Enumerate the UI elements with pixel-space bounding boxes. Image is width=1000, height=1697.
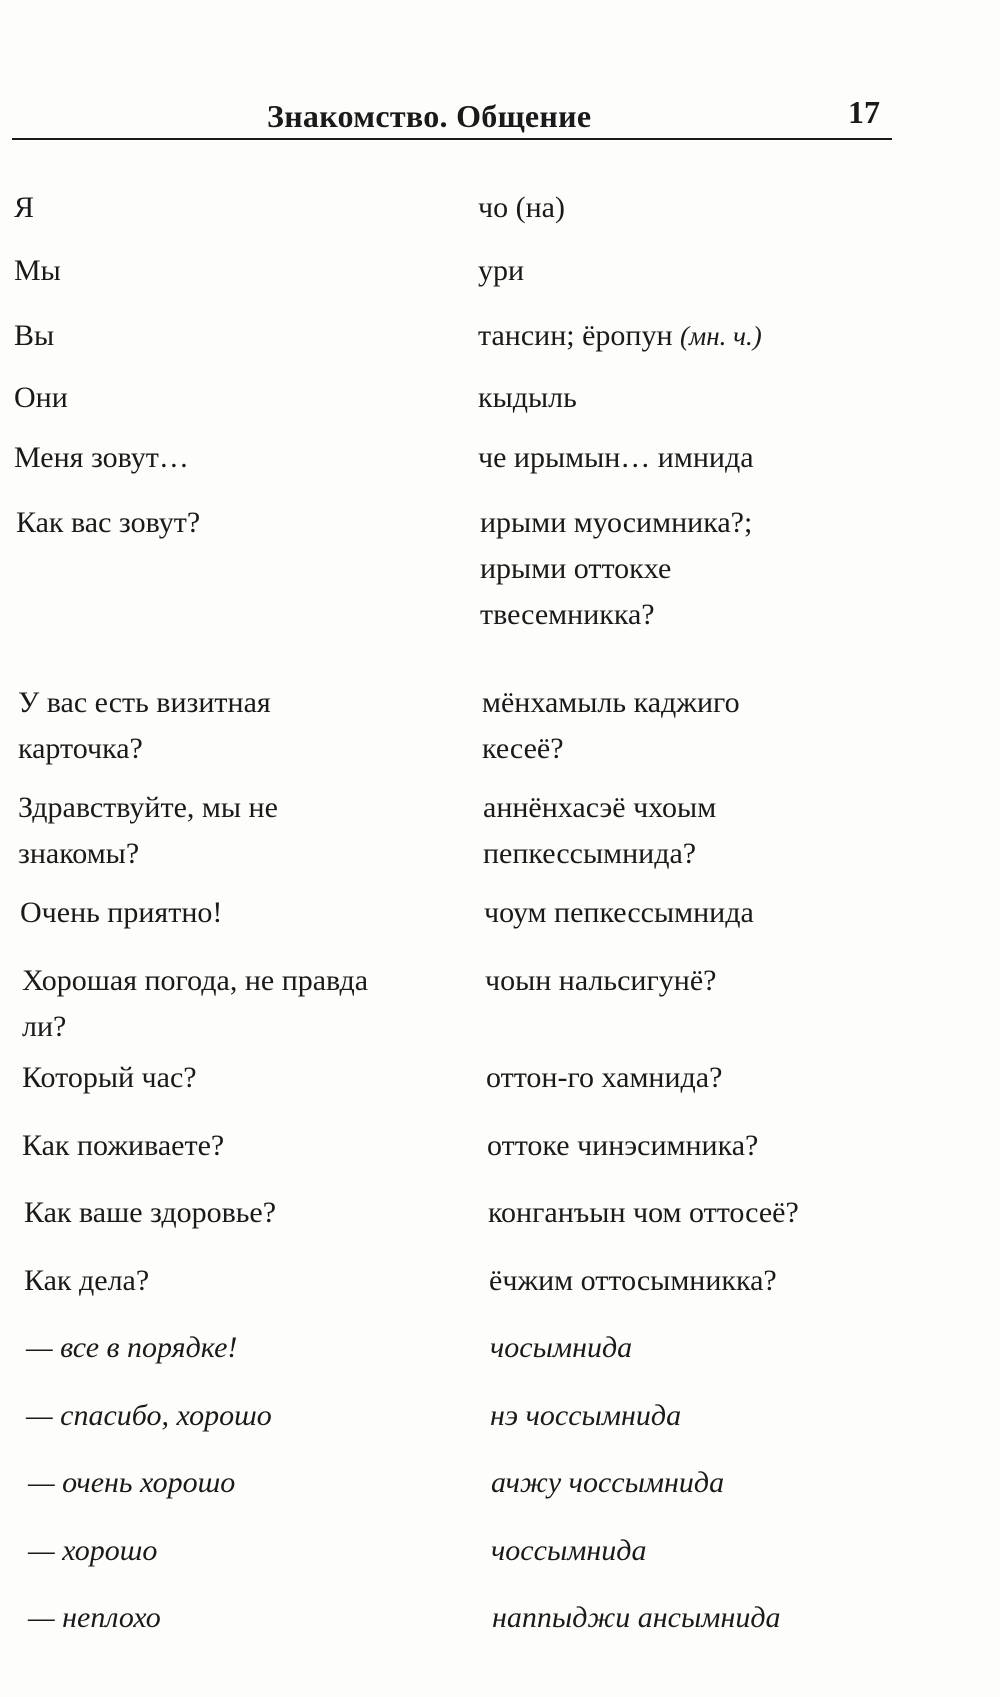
phrase-ru: Здравствуйте, мы не знакомы? (18, 791, 278, 870)
phrase-ko: оттоке чинэсимника? (487, 1129, 759, 1162)
phrase-ru: Как ваше здоровье? (24, 1196, 277, 1229)
phrase-ko: оттон-го хамнида? (486, 1061, 723, 1094)
phrase-ko: кыдыль (478, 381, 577, 414)
phrase-ko: чоссымнида (491, 1534, 647, 1567)
phrase-ko (478, 313, 938, 359)
phrase-ru: Вы (14, 319, 55, 352)
phrase-ko: наппыджи ансымнида (492, 1601, 781, 1634)
phrase-ko: нэ чоссымнида (490, 1399, 682, 1432)
phrase-ko: мёнхамыль каджиго кесеё? (482, 686, 740, 765)
phrase-ru: Меня зовут… (14, 441, 189, 474)
phrase-ko: аннёнхасэё чхоым пепкессымнида? (483, 791, 717, 870)
phrase-ko-text: тансин; ёропун (478, 319, 673, 352)
phrase-ru: Они (14, 381, 68, 414)
phrase-ru: Мы (14, 254, 61, 287)
phrase-ru: Очень приятно! (20, 896, 223, 929)
phrase-ko: чоум пепкессымнида (484, 896, 754, 929)
phrase-ko: ирыми муосимника?; ирыми оттокхе твесемникка? (480, 506, 753, 631)
phrase-ko: ачжу чоссымнида (491, 1466, 725, 1499)
phrase-ko: ёчжим оттосымникка? (489, 1264, 777, 1297)
phrase-ko: че ирымын… имнида (478, 441, 754, 474)
phrase-ru: У вас есть визитная карточка? (18, 686, 271, 765)
phrase-ru: Как поживаете? (22, 1129, 225, 1162)
phrase-ru: Как вас зовут? (16, 506, 201, 539)
phrase-ko: чосымнида (490, 1331, 633, 1364)
phrase-ko: конганъын чом оттосеё? (488, 1196, 799, 1229)
phrase-ko: чо (на) (478, 191, 565, 224)
phrase-ko: ури (478, 254, 525, 287)
phrase-ru: Я (14, 191, 35, 224)
phrase-ru: Хорошая погода, не правда ли? (22, 964, 369, 1043)
phrase-ru: — все в порядке! (26, 1331, 238, 1364)
phrase-ru: — неплохо (28, 1601, 161, 1634)
chapter-title: Знакомство. Общение (267, 98, 592, 134)
phrase-ru: — очень хорошо (28, 1466, 236, 1499)
plural-note: (мн. ч.) (680, 321, 762, 351)
phrase-ru: Как дела? (24, 1264, 150, 1297)
phrase-ru: Который час? (22, 1061, 197, 1094)
page-number: 17 (848, 94, 880, 130)
phrase-ru: — хорошо (28, 1534, 158, 1567)
phrase-ko: чоын нальсигунё? (485, 964, 717, 997)
phrase-ru: — спасибо, хорошо (26, 1399, 272, 1432)
